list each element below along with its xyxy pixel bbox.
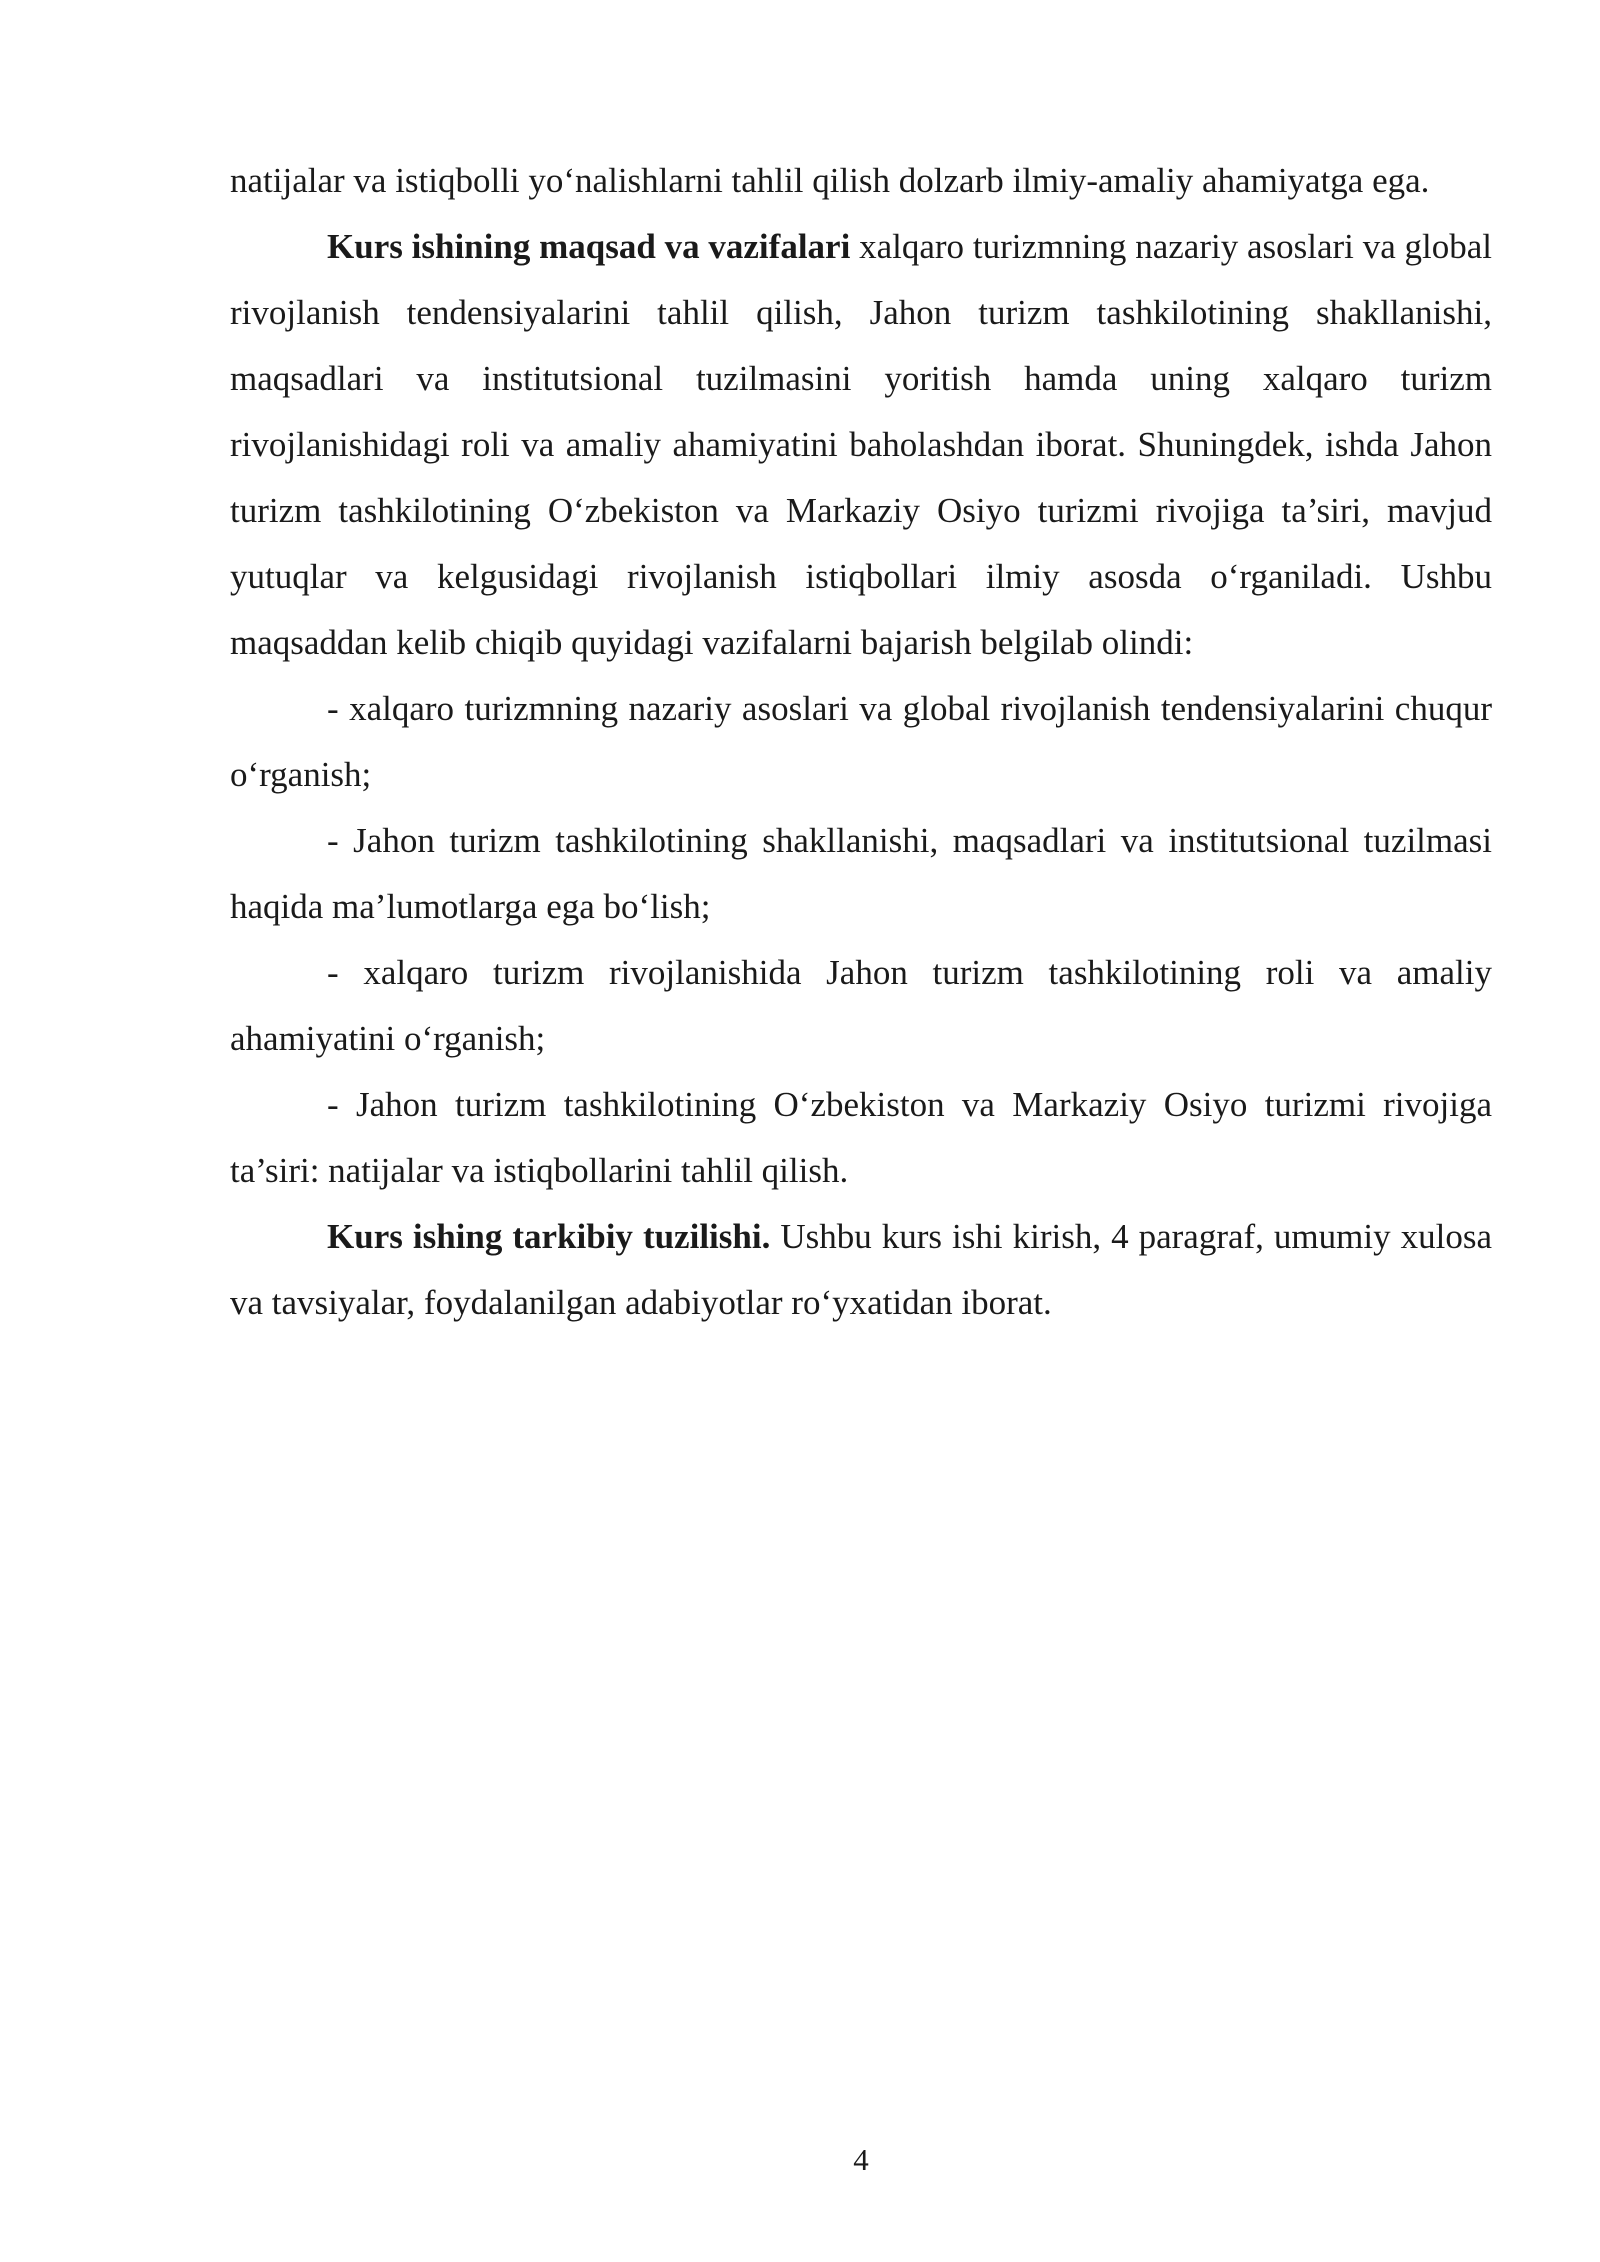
task-text: - Jahon turizm tashkilotining O‘zbekiston va Markaziy Osiyo turizmi rivojiga ta’siri: natijalar va istiqbollarini tahlil qilish.	[230, 1085, 1492, 1190]
task-text: - xalqaro turizmning nazariy asoslari va global rivojlanish tendensiyalarini chuqur o‘rganish;	[230, 689, 1492, 794]
paragraph-text: natijalar va istiqbolli yo‘nalishlarni tahlil qilish dolzarb ilmiy-amaliy ahamiyatga ega.	[230, 161, 1430, 200]
task-list-item	[230, 676, 1492, 808]
paragraph-goals-and-tasks	[230, 214, 1492, 676]
task-text: - Jahon turizm tashkilotining shakllanishi, maqsadlari va institutsional tuzilmasi haqida ma’lumotlarga ega bo‘lish;	[230, 821, 1492, 926]
task-list-item	[230, 940, 1492, 1072]
paragraph-structure	[230, 1204, 1492, 1336]
paragraph-text: xalqaro turizmning nazariy asoslari va global rivojlanish tendensiyalarini tahlil qilish, Jahon turizm tashkilotining shakllanishi, maqsadlari va institutsional tuzilmasini yoritish hamda uning xalqaro turizm rivojlanishidagi roli va amaliy ahamiyatini baholashdan iborat. Shuningdek, ishda Jahon turizm tashkilotining O‘zbekiston va Markaziy Osiyo turizmi rivojiga ta’siri, mavjud yutuqlar va kelgusidagi rivojlanish istiqbollari ilmiy asosda o‘rganiladi. Ushbu maqsaddan kelib chiqib quyidagi vazifalarni bajarish belgilab olindi:	[230, 227, 1493, 662]
page-number: 4	[853, 2142, 869, 2177]
paragraph-text: Ushbu kurs ishi kirish, 4 paragraf, umumiy xulosa va tavsiyalar, foydalanilgan adabiyotlar ro‘yxatidan iborat.	[230, 1217, 1492, 1322]
body-text	[230, 148, 1492, 1336]
paragraph-heading: Kurs ishining maqsad va vazifalari	[327, 227, 851, 266]
paragraph-heading: Kurs ishing tarkibiy tuzilishi.	[327, 1217, 771, 1256]
task-text: - xalqaro turizm rivojlanishida Jahon turizm tashkilotining roli va amaliy ahamiyatini o‘rganish;	[230, 953, 1492, 1058]
paragraph-intro-continuation	[230, 148, 1492, 214]
task-list-item	[230, 808, 1492, 940]
task-list-item	[230, 1072, 1492, 1204]
